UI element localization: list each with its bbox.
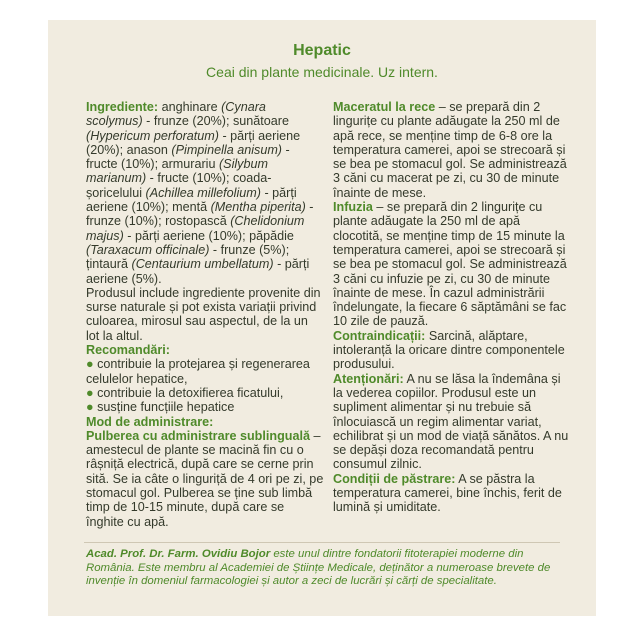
ingredient-text: - fructe (10%); coada-șoricelului xyxy=(86,171,272,200)
latin-name: (Achillea millefolium) xyxy=(145,185,261,200)
contraindications-heading: Contraindicații: xyxy=(333,328,426,343)
ingredient-text: anghinare xyxy=(158,100,222,114)
sublingual-text: – amestecul de plante se macină fin cu o râșniță electrică, după care se cerne prin sită. Se ia câte o linguriță de 4 ori pe zi, pe stomacul gol. Pulberea se ține sub limbă timp de 10-15 minute, după care se înghite cu apă. xyxy=(86,428,324,529)
latin-name: (Hypericum perforatum) xyxy=(86,128,219,143)
author-note xyxy=(86,548,566,589)
storage-text: A se păstra la temperatura camerei, bine închis, ferit de lumină și umiditate. xyxy=(333,471,562,515)
right-column xyxy=(333,100,573,515)
bullet-icon: ● xyxy=(86,385,94,400)
bullet-icon: ● xyxy=(86,357,94,372)
infuzia-paragraph xyxy=(333,200,573,329)
warnings-paragraph xyxy=(333,372,573,472)
infuzia-heading: Infuzia xyxy=(333,200,373,215)
ingredient-text: - fructe (10%); armurariu xyxy=(86,142,290,172)
ingredient-text: - părți aeriene (10%); păpădie xyxy=(123,228,294,243)
bullet-icon: ● xyxy=(86,400,94,415)
latin-name: (Pimpinella anisum) xyxy=(171,142,283,157)
recommendation-text: contribuie la protejarea și regenerarea celulelor hepatice, xyxy=(86,357,310,386)
macerat-heading: Maceratul la rece xyxy=(333,100,436,114)
ingredient-text: - frunze (20%); sunătoare xyxy=(142,114,289,129)
infuzia-text: – se prepară din 2 lingurițe cu plante adăugate la 250 ml de apă clocotită, se menține timp de 15 minute la temperatura camerei, apoi se strecoară și se bea pe stomacul gol. Se administrează 3 căni cu infuzie pe zi, cu 30 de minute înainte de mese. În cazul administrării îndelungate, la fiecare 6 săptămâni se fac 10 zile de pauză. xyxy=(333,200,567,329)
ingredient-text: - părți aeriene (5%). xyxy=(86,257,310,286)
author-bio: este unul dintre fondatorii fitoterapiei moderne din România. Este membru al Academiei de Științe Medicale, deținător a numeroase brevete de invenție în domeniul farmacologiei și autor a zeci de lucrări și cărți de specialitate. xyxy=(86,548,551,588)
sublingual-paragraph xyxy=(86,429,324,529)
macerat-paragraph xyxy=(333,100,573,200)
author-name: Acad. Prof. Dr. Farm. Ovidiu Bojor xyxy=(86,548,271,560)
latin-name: (Mentha piperita) xyxy=(210,200,306,215)
product-label-panel xyxy=(48,20,596,616)
product-note: Produsul include ingrediente provenite din surse naturale și pot exista variații privind culoarea, mirosul sau aspectul, de la un lot la altul. xyxy=(86,285,321,343)
macerat-text: – se prepară din 2 lingurițe cu plante adăugate la 250 ml de apă rece, se menține timp de 6-8 ore la temperatura camerei, apoi se strecoară și se bea pe stomacul gol. Se administrează 3 căni cu macerat pe zi, cu 30 de minute înainte de mese. xyxy=(333,100,567,200)
recommendations-list xyxy=(86,357,324,414)
administration-heading: Mod de administrare: xyxy=(86,414,214,429)
contraindications-text: Sarcină, alăptare, intoleranță la oricare dintre componentele produsului. xyxy=(333,328,565,372)
left-column xyxy=(86,100,324,529)
storage-paragraph xyxy=(333,472,573,515)
ingredient-text: - frunze (10%); rostopască xyxy=(86,200,314,229)
footer-divider xyxy=(84,542,560,543)
ingredients-paragraph xyxy=(86,100,324,286)
ingredient-text: - frunze (5%); țintaură xyxy=(86,242,290,272)
ingredient-text: - părți aeriene (10%); mentă xyxy=(86,185,297,215)
latin-name: (Cynara scolymus) xyxy=(86,100,266,129)
latin-name: (Chelidonium majus) xyxy=(86,214,305,243)
warnings-heading: Atenționări: xyxy=(333,371,404,386)
product-title: Hepatic xyxy=(293,42,351,59)
recommendation-text: susține funcțiile hepatice xyxy=(97,400,235,415)
contraindications-paragraph xyxy=(333,329,573,372)
product-subtitle: Ceai din plante medicinale. Uz intern. xyxy=(206,64,438,80)
storage-heading: Condiții de păstrare: xyxy=(333,471,456,486)
list-item xyxy=(86,386,324,400)
recommendations-heading: Recomandări: xyxy=(86,343,170,358)
ingredients-text xyxy=(86,100,314,286)
recommendation-text: contribuie la detoxifierea ficatului, xyxy=(97,385,284,400)
latin-name: (Taraxacum officinale) xyxy=(86,242,210,257)
ingredients-heading: Ingrediente: xyxy=(86,100,159,114)
list-item xyxy=(86,357,324,386)
warnings-text: A nu se lăsa la îndemâna și la vederea copiilor. Produsul este un supliment alimentar și nu trebuie să înlocuiască un regim alimentar variat, echilibrat și un mod de viață sănătos. A nu se depăși doza recomandată pentru consumul zilnic. xyxy=(333,371,569,472)
ingredient-text: - părți aeriene (20%); anason xyxy=(86,128,301,157)
latin-name: (Centaurium umbellatum) xyxy=(131,257,274,272)
list-item xyxy=(86,400,324,414)
sublingual-heading: Pulberea cu administrare sublinguală xyxy=(86,428,310,443)
latin-name: (Silybum marianum) xyxy=(86,157,268,186)
